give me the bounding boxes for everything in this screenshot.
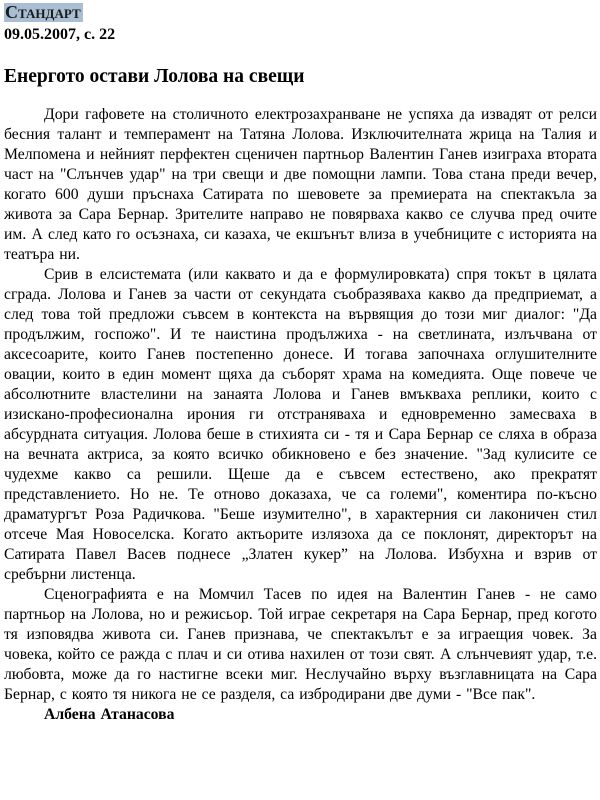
author-byline: Албена Атанасова — [44, 706, 175, 723]
article-body — [4, 105, 597, 725]
masthead-row — [4, 3, 597, 23]
masthead: Стандарт — [5, 2, 81, 22]
article-paragraph: Сценографията е на Момчил Тасев по идея на Валентин Ганев - не само партньор на Лолова, но и режисьор. Той играе секретаря на Сара Бернар, пред когото тя изповядва живота си. Ганев признава, че спектакълът е за играещия човек. За човека, който се ражда с плач и си отива нахилен от този свят. А слънчевият удар, т.е. любовта, може да го настигне всеки миг. Неслучайно върху възглавницата на Сара Бернар, с която тя никога не се разделя, са избродирани две думи - "Все пак". — [4, 586, 597, 703]
dateline: 09.05.2007, с. 22 — [4, 26, 116, 43]
article-headline: Енергото остави Лолова на свещи — [4, 66, 305, 87]
article-paragraph: Дори гафовете на столичното електрозахранване не успяха да извадят от релси бесния талант и темперамент на Татяна Лолова. Изключителната жрица на Талия и Мелпомена и нейният перфектен сценичен партньор Валентин Ганев изиграха втората част на "Слънчев удар" на три свещи и две помощни лампи. Това стана преди вечер, когато 600 души пръснаха Сатирата по шевовете за премиерата на спектакъла за живота за Сара Бернар. Зрителите направо не повярваха какво се случва пред очите им. А след като го осъзнаха, си казаха, че екшънът влиза в учебниците с историята на театъра ни. — [4, 106, 597, 263]
article-paragraph: Срив в елсистемата (или каквато и да е формулировката) спря токът в цялата сграда. Лолова и Ганев за части от секундата съобразяваха какво да предприемат, а след това той предложи съвсем в контекста на вървящия до този миг диалог: "Да продължим, госпожо". И те наистина продължиха - на светлината, излъчвана от аксесоарите, които Ганев постепенно донесе. И тогава започнаха оглушителните овации, които в един момент щяха да съборят храма на комедията. Още повече че абсолютните властелини на занаята Лолова и Ганев вмъкваха реплики, които с изискано-професионална ирония ги отстраняваха и едновременно замесваха в абсурдната ситуация. Лолова беше в стихията си - тя и Сара Бернар се сляха в образа на вечната актриса, за която всичко обикновено е без значение. "Зад кулисите се чудехме какво са решили. Щеше да е съвсем естествено, ако прекратят представлението. Но не. Те отново доказаха, че са големи", коментира по-късно драматургът Роза Радичкова. "Беше изумително", в характерния си лаконичен стил отсече Мая Новоселска. Когато актьорите излязоха да се поклонят, директорът на Сатирата Павел Васев поднесе „Златен кукер” на Лолова. Избухна и взрив от сребърни листенца. — [4, 266, 597, 583]
